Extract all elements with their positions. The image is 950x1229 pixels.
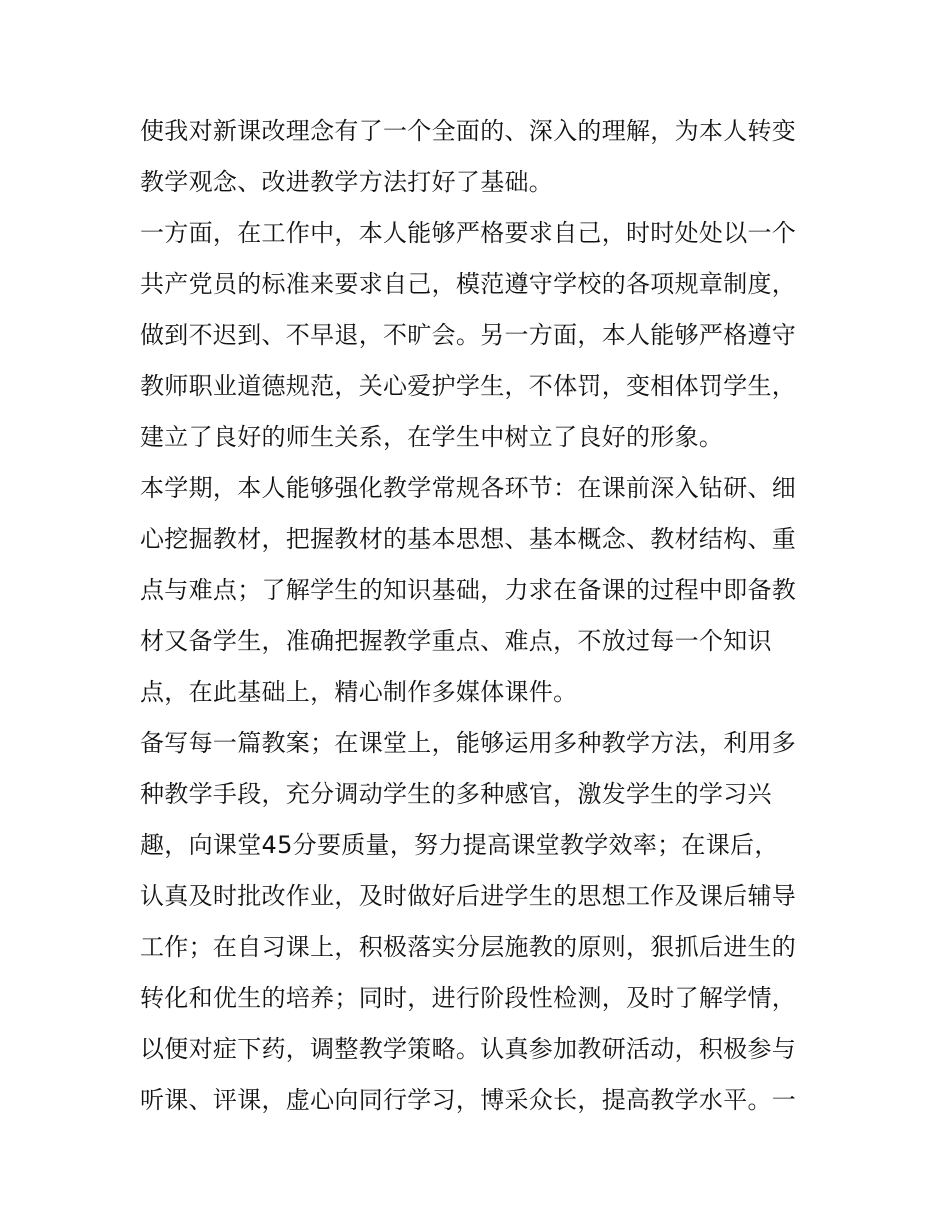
text-line-12: 点，在此基础上，精心制作多媒体课件。: [140, 678, 578, 706]
text-line-11: 材又备学生，准确把握教学重点、难点，不放过每一个知识: [140, 627, 772, 655]
text-line-3: 一方面，在工作中，本人能够严格要求自己，时时处处以一个: [140, 219, 797, 247]
text-line-10: 点与难点；了解学生的知识基础，力求在备课的过程中即备教: [140, 576, 797, 604]
text-line-13: 备写每一篇教案；在课堂上，能够运用多种教学方法，利用多: [140, 729, 797, 757]
text-line-8: 本学期，本人能够强化教学常规各环节：在课前深入钻研、细: [140, 474, 797, 502]
text-line-2: 教学观念、改进教学方法打好了基础。: [140, 168, 554, 196]
document-body: [140, 106, 820, 1126]
text-line-9: 心挖掘教材，把握教材的基本思想、基本概念、教材结构、重: [140, 525, 797, 553]
text-line-17: 工作；在自习课上，积极落实分层施教的原则，狠抓后进生的: [140, 933, 797, 961]
text-line-19: 以便对症下药，调整教学策略。认真参加教研活动，积极参与: [140, 1035, 797, 1063]
text-line-6: 教师职业道德规范，关心爱护学生，不体罚，变相体罚学生，: [140, 372, 797, 400]
text-line-15: 趣，向课堂45分要质量，努力提高课堂教学效率；在课后，: [140, 831, 779, 859]
text-line-14: 种教学手段，充分调动学生的多种感官，激发学生的学习兴: [140, 780, 772, 808]
text-line-1: 使我对新课改理念有了一个全面的、深入的理解，为本人转变: [140, 117, 797, 145]
text-line-4: 共产党员的标准来要求自己，模范遵守学校的各项规章制度，: [140, 270, 797, 298]
text-line-16: 认真及时批改作业，及时做好后进学生的思想工作及课后辅导: [140, 882, 797, 910]
text-line-20: 听课、评课，虚心向同行学习，博采众长，提高教学水平。一: [140, 1086, 797, 1114]
text-line-5: 做到不迟到、不早退，不旷会。另一方面，本人能够严格遵守: [140, 321, 797, 349]
text-line-7: 建立了良好的师生关系，在学生中树立了良好的形象。: [140, 423, 724, 451]
text-line-18: 转化和优生的培养；同时，进行阶段性检测，及时了解学情，: [140, 984, 797, 1012]
